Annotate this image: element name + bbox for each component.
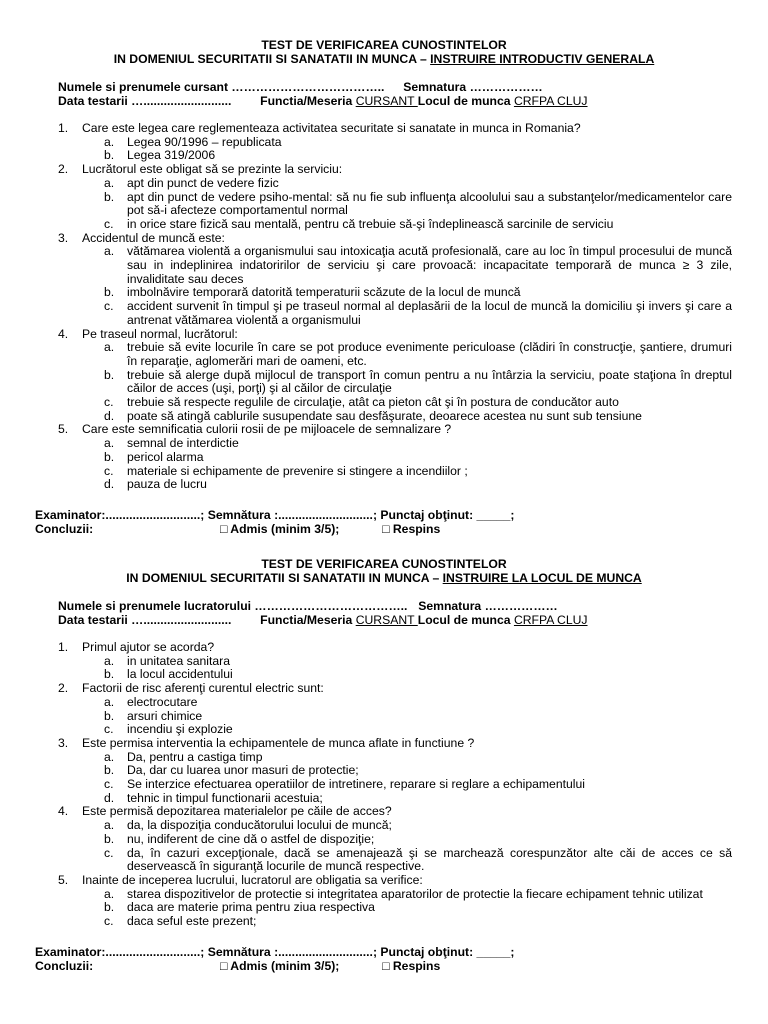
answer-option: a. semnal de interdictie — [104, 436, 239, 451]
title-line-1: TEST DE VERIFICAREA CUNOSTINTELOR — [261, 38, 507, 52]
answer-option: c. Se interzice efectuarea operatiilor de intretinere, reparare si reglare a echipamentului — [104, 777, 585, 792]
question-text: Este permisă depozitarea materialelor pe căile de acces? — [82, 804, 392, 819]
question-text: Pe traseul normal, lucrătorul: — [82, 326, 238, 341]
question-list — [0, 122, 768, 492]
examiner-signature-field: Semnătura :............................; — [207, 944, 378, 959]
admis-checkbox[interactable]: □ Admis (minim 3/5); — [220, 958, 340, 973]
question-3: 3. Este permisa interventia la echipamentele de munca aflate in functiune ? a. Da, pentru a castiga timp b. Da, dar cu luarea unor masuri de protectie; c. Se interzice efectuarea operatiilor de intretinere, reparare si reglare a echipamentului d. tehnic in timpul functionarii acestuia; — [0, 737, 732, 806]
date-field-label: Data testarii ….......................... — [58, 613, 232, 627]
question-text: Care este semnificatia culorii rosii de pe mijloacele de semnalizare ? — [82, 422, 452, 437]
name-row — [58, 599, 768, 613]
question-text: Lucrătorul este obligat să se prezinte la serviciu: — [82, 162, 343, 177]
signature-field-label: Semnatura ……………… — [403, 80, 543, 94]
date-field-label: Data testarii ….......................... — [58, 94, 232, 108]
examiner-field: Examinator:............................; — [35, 944, 205, 959]
signature-field-label: Semnatura ……………… — [418, 599, 558, 613]
worker-info — [58, 599, 768, 627]
title-line-1: TEST DE VERIFICAREA CUNOSTINTELOR — [261, 557, 507, 571]
answer-option: a. Legea 90/1996 – republicata — [104, 134, 282, 149]
answer-option: b. nu, indiferent de cine dă o astfel de dispoziţie; — [104, 831, 375, 846]
test-title — [0, 38, 768, 66]
conclusions-label: Concluzii: — [35, 521, 94, 536]
answer-option: a. Da, pentru a castiga timp — [104, 749, 263, 764]
candidate-info — [58, 80, 768, 108]
question-2: 2. Lucrătorul este obligat să se prezinte la serviciu: a. apt din punct de vedere fizic b. apt din punct de vedere psiho-mental: să nu fie sub influenţa alcoolului sau a substanţelor/medicamentelor care pot să-i afecteze comportamentul normal c. in orice stare fizică sau mentală, pentru că trebuie să-şi îndeplinească sarcinile de serviciu — [58, 162, 732, 231]
examiner-signature-field: Semnătura :............................; — [207, 507, 378, 522]
question-5: 5. Inainte de inceperea lucrului, lucratorul are obligatia sa verifice: a. starea dispozitivelor de protectie si integritatea aparatorilor de protectie la fiecare echipament tehnic utilizat b. daca are materie prima pentru ziua respectiva c. daca seful este prezent; — [0, 874, 732, 929]
answer-option: a. vătămarea violentă a organismului sau intoxicaţia acută profesională, care au loc în timpul procesului de muncă sau in indeplinirea indatoririlor de serviciu şi care provoacă: incapacitate temporară de munca ≥ 3 zile, invaliditate sau deces — [104, 244, 732, 286]
question-text: Este permisa interventia la echipamentele de munca aflate in functiune ? — [82, 735, 475, 750]
answer-option: b. trebuie să alerge după mijlocul de transport în comun pentru a nu întârzia la serviciu, poate staţiona în dreptul căilor de acces (uşi, porţi) şi al căilor de circulaţie — [104, 367, 732, 396]
question-2: 2. Factorii de risc aferenţi curentul electric sunt: a. electrocutare b. arsuri chimice c. incendiu şi explozie — [0, 682, 732, 737]
examiner-row — [35, 945, 768, 959]
function-label: Functia/Meseria — [260, 94, 353, 108]
respins-checkbox[interactable]: □ Respins — [382, 521, 441, 536]
question-text: Care este legea care reglementeaza activitatea securitate si sanatate in munca in Romania? — [82, 121, 581, 135]
name-row — [58, 80, 768, 94]
workplace-label: Locul de munca — [417, 94, 511, 108]
answer-option: d. poate să atingă cablurile susupendate sau desfăşurate, deoarece acestea nu sunt sub tensiune — [104, 408, 642, 423]
answer-option: b. arsuri chimice — [104, 708, 203, 723]
answer-option: a. da, la dispoziţia conducătorului locului de muncă; — [104, 818, 392, 833]
test-title — [0, 557, 768, 585]
answer-option: c. daca seful este prezent; — [104, 914, 257, 929]
title-line-2: IN DOMENIUL SECURITATII SI SANATATII IN MUNCA – INSTRUIRE LA LOCUL DE MUNCA — [126, 571, 642, 585]
answer-option: d. pauza de lucru — [104, 477, 207, 492]
question-text: Inainte de inceperea lucrului, lucratorul are obligatia sa verifice: — [82, 872, 423, 887]
examiner-field: Examinator:............................; — [35, 507, 205, 522]
score-field: Punctaj obţinut: _____; — [380, 507, 515, 522]
answer-option: d. tehnic in timpul functionarii acestuia; — [104, 790, 323, 805]
conclusions-row — [35, 959, 768, 973]
workplace-value: CRFPA CLUJ — [513, 613, 588, 627]
examiner-row — [35, 508, 768, 522]
answer-option: b. Legea 319/2006 — [104, 148, 216, 163]
workplace-value: CRFPA CLUJ — [513, 94, 588, 108]
question-text: Factorii de risc aferenţi curentul electric sunt: — [82, 681, 324, 696]
answer-option: c. accident survenit în timpul şi pe traseul normal al deplasării de la locul de muncă la domiciliu şi invers şi care a antrenat vătămarea violentă a organismului — [104, 299, 732, 327]
question-3: 3. Accidentul de muncă este: a. vătămarea violentă a organismului sau intoxicaţia acută profesională, care au loc în timpul procesului de muncă sau in indeplinirea indatoririlor de serviciu şi care provoacă: incapacitate temporară de munca ≥ 3 zile, invaliditate sau deces b. imbolnăvire temporară datorită temperaturii scăzute de la locul de muncă c. accident survenit în timpul şi pe traseul normal al deplasării de la locul de muncă la domiciliu şi invers şi care a antrenat vătămarea violentă a organismului — [58, 230, 732, 327]
answer-option: a. starea dispozitivelor de protectie si integritatea aparatorilor de protectie la fiecare echipament tehnic utilizat — [104, 886, 703, 901]
question-text: Primul ajutor se acorda? — [82, 640, 215, 654]
question-list — [0, 641, 768, 929]
question-5: 5. Care este semnificatia culorii rosii de pe mijloacele de semnalizare ? a. semnal de interdictie b. pericol alarma c. materiale si echipamente de prevenire si stingere a incendiilor ; d. pauza de lucru — [0, 423, 732, 492]
answer-option: a. in unitatea sanitara — [104, 653, 230, 668]
training-type: INSTRUIRE LA LOCUL DE MUNCA — [442, 571, 642, 585]
answer-option: b. pericol alarma — [104, 449, 204, 464]
answer-option: c. trebuie să respecte regulile de circulaţie, atât ca pieton cât şi în postura de conducător auto — [104, 395, 619, 410]
answer-option: b. la locul accidentului — [104, 667, 233, 682]
admis-checkbox[interactable]: □ Admis (minim 3/5); — [220, 521, 340, 536]
question-1: 1. Care este legea care reglementeaza activitatea securitate si sanatate in munca in Romania? a. Legea 90/1996 – republicata b. Legea 319/2006 — [0, 122, 732, 163]
question-4: 4. Este permisă depozitarea materialelor pe căile de acces? a. da, la dispoziţia conducătorului locului de muncă; b. nu, indiferent de cine dă o astfel de dispoziţie; c. da, în cazuri excepţionale, dacă se amenajează şi se marchează corespunzător alte căi de acces ce să deservească în siguranţă locurile de muncă respective. — [58, 804, 732, 874]
answer-option: b. daca are materie prima pentru ziua respectiva — [104, 900, 375, 915]
question-text: Accidentul de muncă este: — [82, 230, 225, 245]
answer-option: a. apt din punct de vedere fizic — [104, 175, 279, 190]
test-locul-de-munca — [0, 557, 768, 973]
name-field-label: Numele si prenumele cursant ……………………………….. — [58, 80, 385, 94]
evaluation-footer — [35, 508, 768, 536]
evaluation-footer — [35, 945, 768, 973]
score-field: Punctaj obţinut: _____; — [380, 944, 515, 959]
answer-option: c. materiale si echipamente de prevenire si stingere a incendiilor ; — [104, 463, 468, 478]
function-label: Functia/Meseria — [260, 613, 353, 627]
answer-option: a. electrocutare — [104, 694, 198, 709]
answer-option: c. da, în cazuri excepţionale, dacă se amenajează şi se marchează corespunzător alte căi de acces ce să deservească în siguranţă locurile de muncă respective. — [104, 845, 732, 874]
question-4: 4. Pe traseul normal, lucrătorul: a. trebuie să evite locurile în care se pot produce evenimente periculoase (clădiri în construcţie, şantiere, drumuri în reparaţie, aglomerări mari de oameni, etc. b. trebuie să alerge după mijlocul de transport în comun pentru a nu întârzia la serviciu, poate staţiona în dreptul căilor de acces (uşi, porţi) şi al căilor de circulaţie c. trebuie să respecte regulile de circulaţie, atât ca pieton cât şi în postura de conducător auto d. poate să atingă cablurile susupendate sau desfăşurate, deoarece acestea nu sunt sub tensiune — [58, 326, 732, 423]
name-field-label: Numele si prenumele lucratorului ……………………………….. — [58, 599, 408, 613]
answer-option: b. imbolnăvire temporară datorită temperaturii scăzute de la locul de muncă — [104, 285, 521, 300]
conclusions-row — [35, 522, 768, 536]
test-introductiv — [0, 38, 768, 536]
respins-checkbox[interactable]: □ Respins — [382, 958, 441, 973]
conclusions-label: Concluzii: — [35, 958, 94, 973]
answer-option: c. incendiu şi explozie — [104, 722, 233, 737]
training-type: INSTRUIRE INTRODUCTIV GENERALA — [430, 52, 655, 66]
title-line-2: IN DOMENIUL SECURITATII SI SANATATII IN MUNCA – INSTRUIRE INTRODUCTIV GENERALA — [113, 52, 655, 66]
answer-option: b. apt din punct de vedere psiho-mental: să nu fie sub influenţa alcoolului sau a substanţelor/medicamentelor care pot să-i afecteze comportamentul normal — [104, 189, 732, 218]
answer-option: b. Da, dar cu luarea unor masuri de protectie; — [104, 763, 359, 778]
answer-option: c. in orice stare fizică sau mentală, pentru că trebuie să-şi îndeplinească sarcinile de serviciu — [104, 216, 614, 231]
date-row — [58, 94, 768, 108]
answer-option: a. trebuie să evite locurile în care se pot produce evenimente periculoase (clădiri în construcţie, şantiere, drumuri în reparaţie, aglomerări mari de oameni, etc. — [104, 340, 732, 368]
workplace-label: Locul de munca — [417, 613, 511, 627]
function-value: CURSANT — [355, 94, 418, 108]
question-1: 1. Primul ajutor se acorda? a. in unitatea sanitara b. la locul accidentului — [0, 641, 732, 682]
function-value: CURSANT — [355, 613, 418, 627]
date-row — [58, 613, 768, 627]
